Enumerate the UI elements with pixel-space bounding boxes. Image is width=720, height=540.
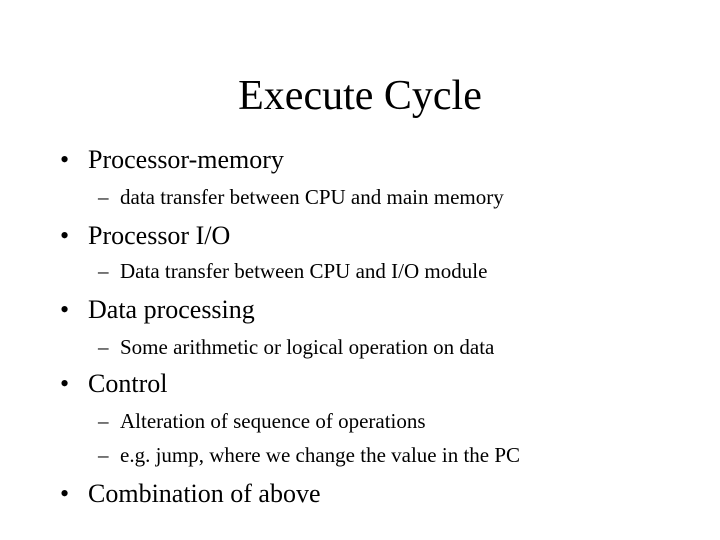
sub-bullet-text: Some arithmetic or logical operation on data — [120, 335, 495, 359]
sub-bullet-marker: – — [98, 185, 109, 209]
bullet-item — [60, 294, 255, 326]
sub-bullet-item — [98, 258, 487, 284]
bullet-item — [60, 478, 321, 510]
sub-bullet-item — [98, 442, 520, 468]
sub-bullet-text: Alteration of sequence of operations — [120, 409, 426, 433]
sub-bullet-marker: – — [98, 443, 109, 467]
sub-bullet-text: data transfer between CPU and main memory — [120, 185, 504, 209]
bullet-text: Data processing — [88, 295, 255, 324]
sub-bullet-item — [98, 408, 426, 434]
sub-bullet-item — [98, 184, 504, 210]
bullet-text: Combination of above — [88, 479, 321, 508]
bullet-marker: • — [60, 479, 70, 508]
sub-bullet-text: e.g. jump, where we change the value in the PC — [120, 443, 521, 467]
bullet-marker: • — [60, 295, 70, 324]
bullet-marker: • — [60, 145, 70, 174]
sub-bullet-item — [98, 334, 494, 360]
bullet-marker: • — [60, 221, 70, 250]
bullet-marker: • — [60, 369, 70, 398]
sub-bullet-text: Data transfer between CPU and I/O module — [120, 259, 488, 283]
sub-bullet-marker: – — [98, 335, 109, 359]
bullet-item — [60, 220, 230, 252]
bullet-text: Processor I/O — [88, 221, 231, 250]
sub-bullet-marker: – — [98, 259, 109, 283]
bullet-text: Processor-memory — [88, 145, 284, 174]
bullet-item — [60, 368, 167, 400]
slide-title: Execute Cycle — [238, 73, 482, 119]
bullet-text: Control — [88, 369, 168, 398]
sub-bullet-marker: – — [98, 409, 109, 433]
bullet-item — [60, 144, 284, 176]
